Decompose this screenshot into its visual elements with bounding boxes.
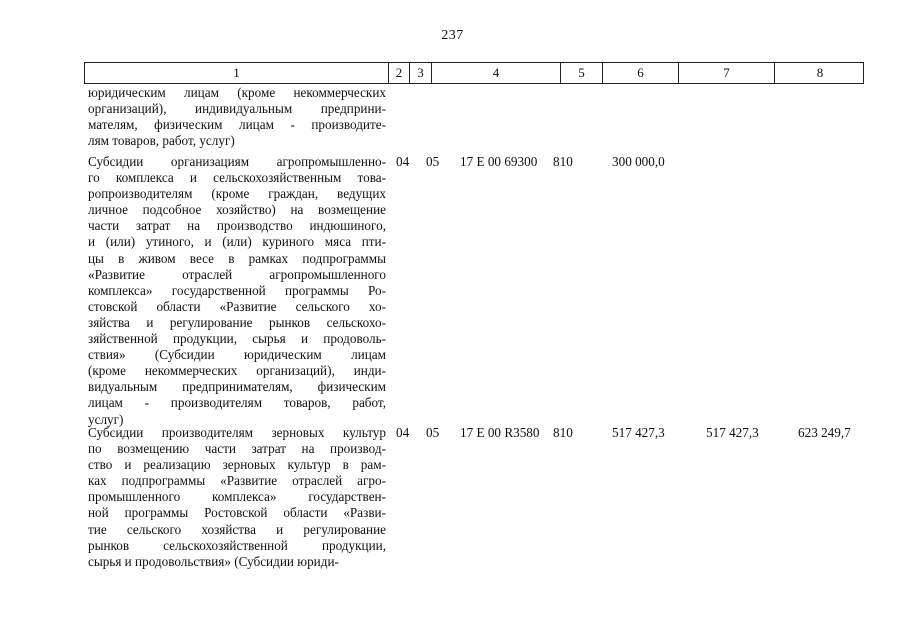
desc-line: Субсидии производителям зерновых культур xyxy=(88,425,386,440)
cell-subsection: 05 xyxy=(426,425,440,440)
desc-line: зяйственной продукции, сырья и продоволь- xyxy=(88,331,386,347)
cell-section: 04 xyxy=(396,425,410,440)
desc-line: ропроизводителям (кроме граждан, ведущих xyxy=(88,186,386,202)
cell-amount-col8: 623 249,7 xyxy=(798,425,851,440)
desc-line: юридическим лицам (кроме некоммерческих xyxy=(88,85,386,100)
desc-line: стовской области «Развитие сельского хо- xyxy=(88,298,386,314)
cell-amount-col7: 517 427,3 xyxy=(706,425,759,440)
cell-amount-col6: 300 000,0 xyxy=(612,154,665,169)
desc-line: видуальным предпринимателям, физическим xyxy=(88,379,386,395)
header-col-5: 5 xyxy=(561,63,603,83)
desc-line: лям товаров, работ, услуг) xyxy=(88,133,235,149)
cell-target-article: 17 Е 00 R3580 xyxy=(460,425,540,440)
header-col-8: 8 xyxy=(816,65,824,80)
header-col-1: 1 xyxy=(85,63,389,83)
header-col-2: 2 xyxy=(389,63,410,83)
desc-line: ство и реализацию зерновых культур в рам- xyxy=(88,457,386,473)
row-description xyxy=(88,425,386,570)
desc-line: личное подсобное хозяйство) на возмещение xyxy=(88,202,386,218)
row-description xyxy=(88,154,386,428)
desc-line: тие сельского хозяйства и регулирование xyxy=(88,521,386,537)
desc-line: сырья и продовольствия» (Субсидии юриди- xyxy=(88,553,339,569)
desc-line: услуг) xyxy=(88,411,124,427)
desc-line: по возмещению части затрат на производ- xyxy=(88,441,386,457)
header-col-4: 4 xyxy=(432,63,561,83)
header-col-6: 6 xyxy=(603,63,679,83)
desc-line: цы в живом весе в рамках подпрограммы xyxy=(88,250,386,266)
desc-line: ствия» (Субсидии юридическим лицам xyxy=(88,347,386,363)
desc-line: ной программы Ростовской области «Разви- xyxy=(88,505,386,521)
cell-expense-type: 810 xyxy=(553,154,573,169)
desc-line: (кроме некоммерческих организаций), инди- xyxy=(88,363,386,379)
cell-target-article: 17 Е 00 69300 xyxy=(460,154,538,169)
desc-line: комплекса» государственной программы Ро- xyxy=(88,282,386,298)
header-col-3: 3 xyxy=(410,63,432,83)
desc-line: мателям, физическим лицам - производите- xyxy=(88,117,386,133)
cell-amount-col6: 517 427,3 xyxy=(612,425,665,440)
desc-line: части затрат на производство индюшиного, xyxy=(88,218,386,234)
row-description xyxy=(88,85,386,149)
cell-section: 04 xyxy=(396,154,410,169)
header-col-7: 7 xyxy=(679,63,775,83)
desc-line: го комплекса и сельскохозяйственным това- xyxy=(88,170,386,186)
desc-line: ках подпрограммы «Развитие отраслей агро- xyxy=(88,473,386,489)
desc-line: и (или) утиного, и (или) куриного мяса пти- xyxy=(88,234,386,250)
cell-expense-type: 810 xyxy=(553,425,573,440)
desc-line: зяйства и регулирование рынков сельскохо- xyxy=(88,314,386,330)
cell-subsection: 05 xyxy=(426,154,440,169)
desc-line: промышленного комплекса» государствен- xyxy=(88,489,386,505)
desc-line: лицам - производителям товаров, работ, xyxy=(88,395,386,411)
desc-line: Субсидии организациям агропромышленно- xyxy=(88,154,386,169)
desc-line: организаций), индивидуальным предприни- xyxy=(88,101,386,117)
table-header-row xyxy=(84,62,864,84)
desc-line: «Развитие отраслей агропромышленного xyxy=(88,266,386,282)
page-number: 237 xyxy=(441,28,464,43)
desc-line: рынков сельскохозяйственной продукции, xyxy=(88,537,386,553)
